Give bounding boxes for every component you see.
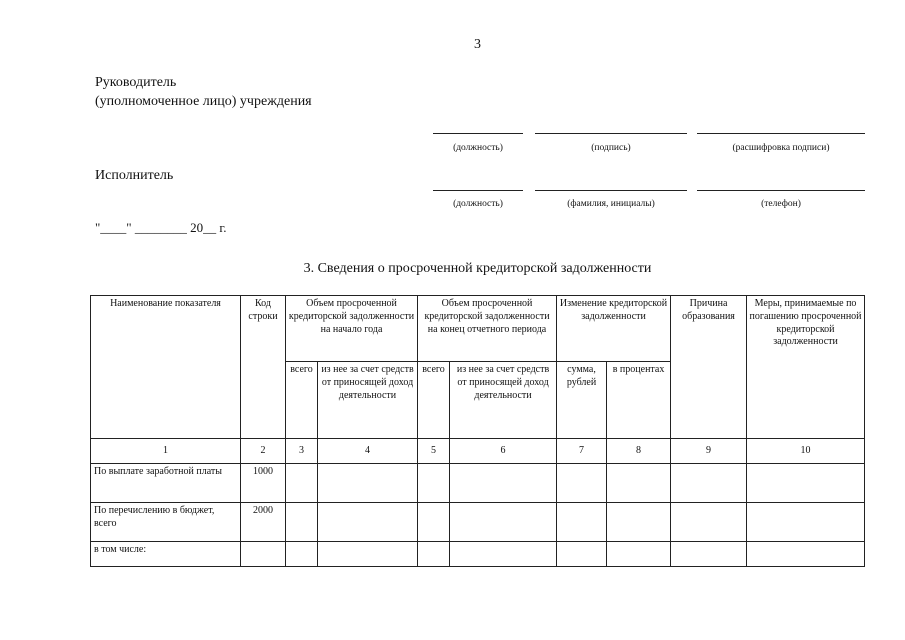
empty-cell [557, 542, 607, 567]
header-start-group: Объем просроченной кредиторской задолженности на начало года [286, 296, 418, 362]
empty-cell [318, 542, 418, 567]
row-code [241, 542, 286, 567]
column-number: 10 [747, 439, 865, 464]
empty-cell [286, 503, 318, 542]
row-name: По выплате заработной платы [91, 464, 241, 503]
head-subtitle: (уполномоченное лицо) учреждения [95, 94, 312, 109]
head-signature-caption: (подпись) [591, 143, 631, 153]
column-number: 3 [286, 439, 318, 464]
head-signature-line [535, 133, 687, 134]
table-row [91, 503, 865, 542]
row-name: в том числе: [91, 542, 241, 567]
executor-position-line [433, 190, 523, 191]
head-decoding-caption: (расшифровка подписи) [732, 143, 830, 153]
head-title: Руководитель [95, 75, 177, 90]
column-number: 2 [241, 439, 286, 464]
head-decoding-line [697, 133, 865, 134]
header-end-income: из нее за счет средств от приносящей доход деятельности [450, 362, 557, 439]
column-number: 8 [607, 439, 671, 464]
empty-cell [318, 503, 418, 542]
section-title: 3. Сведения о просроченной кредиторской задолженности [303, 261, 652, 276]
empty-cell [318, 464, 418, 503]
empty-cell [286, 542, 318, 567]
table-row [91, 464, 865, 503]
empty-cell [418, 503, 450, 542]
header-name: Наименование показателя [91, 296, 241, 439]
row-code: 1000 [241, 464, 286, 503]
date-line: "____" ________ 20__ г. [95, 220, 227, 235]
header-change-percent: в процентах [607, 362, 671, 439]
empty-cell [450, 503, 557, 542]
head-position-line [433, 133, 523, 134]
empty-cell [607, 503, 671, 542]
empty-cell [671, 464, 747, 503]
header-code: Код строки [241, 296, 286, 439]
column-number: 7 [557, 439, 607, 464]
row-name: По перечислению в бюджет, всего [91, 503, 241, 542]
table-row [91, 542, 865, 567]
header-measures: Меры, принимаемые по погашению просроченной кредиторской задолженности [747, 296, 865, 439]
overdue-payables-table [90, 295, 865, 567]
empty-cell [450, 464, 557, 503]
empty-cell [747, 542, 865, 567]
executor-title: Исполнитель [95, 168, 174, 183]
header-change-group: Изменение кредиторской задолженности [557, 296, 671, 362]
column-number: 9 [671, 439, 747, 464]
header-start-income: из нее за счет средств от приносящей доход деятельности [318, 362, 418, 439]
executor-phone-line [697, 190, 865, 191]
header-end-group: Объем просроченной кредиторской задолженности на конец отчетного периода [418, 296, 557, 362]
empty-cell [671, 542, 747, 567]
column-number: 5 [418, 439, 450, 464]
executor-position-caption: (должность) [453, 199, 503, 209]
executor-name-line [535, 190, 687, 191]
empty-cell [557, 503, 607, 542]
empty-cell [286, 464, 318, 503]
header-cause: Причина образования [671, 296, 747, 439]
empty-cell [418, 464, 450, 503]
empty-cell [607, 542, 671, 567]
empty-cell [607, 464, 671, 503]
header-row-1 [91, 296, 865, 362]
empty-cell [671, 503, 747, 542]
empty-cell [418, 542, 450, 567]
head-position-caption: (должность) [453, 143, 503, 153]
column-number: 4 [318, 439, 418, 464]
executor-phone-caption: (телефон) [761, 199, 801, 209]
empty-cell [747, 503, 865, 542]
empty-cell [450, 542, 557, 567]
column-numbers-row [91, 439, 865, 464]
page-number: 3 [474, 37, 481, 52]
header-change-sum: сумма, рублей [557, 362, 607, 439]
header-end-total: всего [418, 362, 450, 439]
empty-cell [747, 464, 865, 503]
header-start-total: всего [286, 362, 318, 439]
column-number: 6 [450, 439, 557, 464]
executor-name-caption: (фамилия, инициалы) [567, 199, 655, 209]
empty-cell [557, 464, 607, 503]
row-code: 2000 [241, 503, 286, 542]
column-number: 1 [91, 439, 241, 464]
